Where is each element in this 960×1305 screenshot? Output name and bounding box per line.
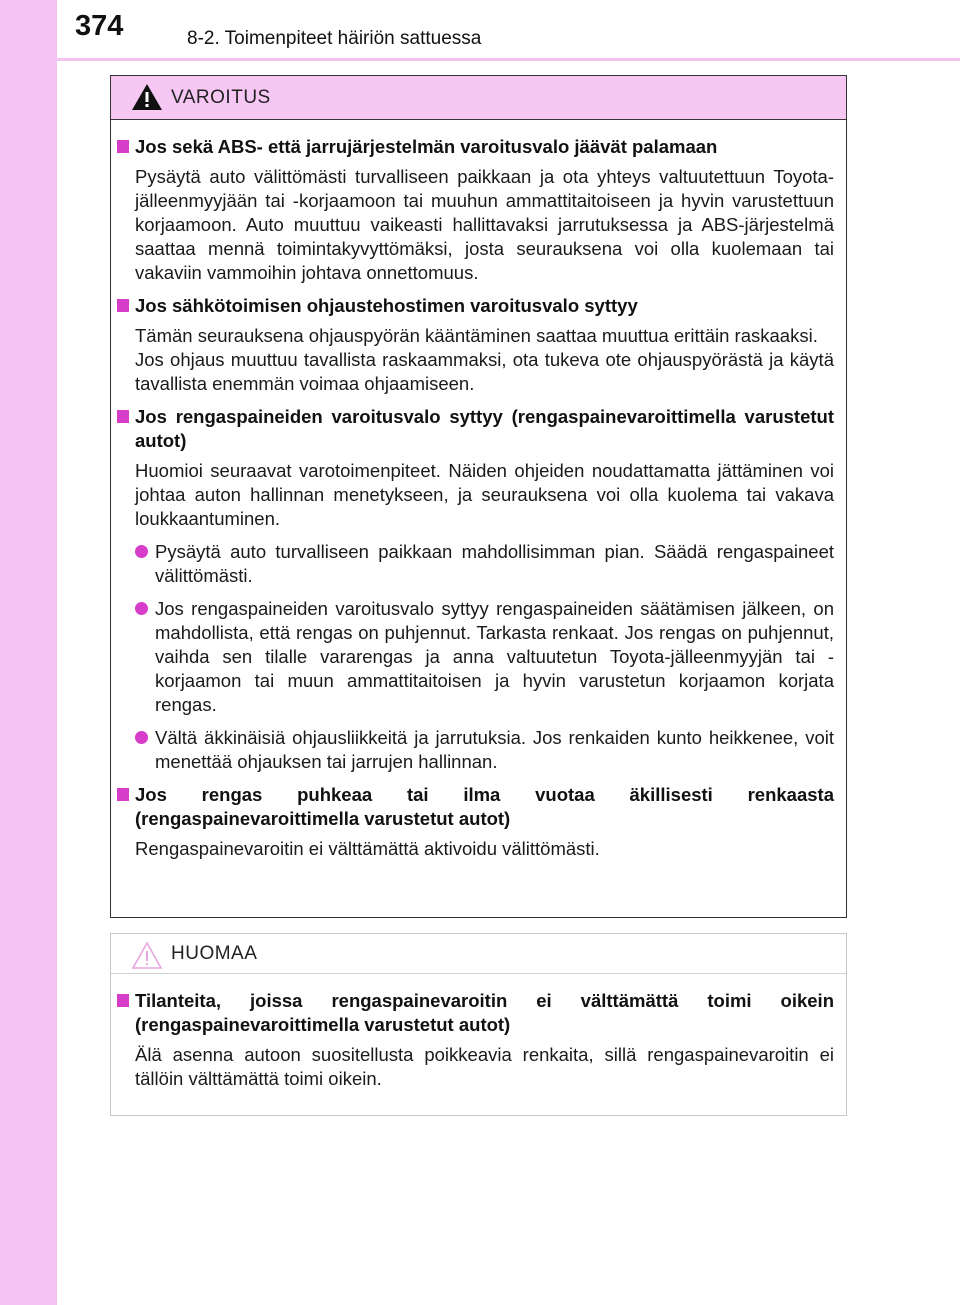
warning-body	[111, 120, 846, 861]
warning-item-paragraph: Tämän seurauksena ohjauspyörän kääntäminen saattaa muuttua erittäin raskaaksi.	[135, 325, 818, 346]
note-item	[111, 989, 846, 1091]
note-box	[110, 933, 847, 1116]
warning-item-paragraph: Huomioi seuraavat varotoimenpiteet. Näiden ohjeiden noudattamatta jättäminen voi johtaa auton hallinnan menetykseen, ja seurauksena voi olla kuolema tai vakava loukkaantuminen.	[135, 460, 834, 529]
square-bullet-icon	[117, 299, 129, 312]
warning-bullet-text: Jos rengaspaineiden varoitusvalo syttyy rengaspaineiden säätämisen jälkeen, on mahdollista, että rengas on puhjennut. Tarkasta renkaat. Jos rengas on puhjennut, vaihda sen tilalle vararengas ja anna valtuutetun Toyota-jälleenmyyjän tai -korjaamon tai muun ammattitaitoisen ja hyvin varustetun korjaamon korjata rengas.	[155, 598, 834, 715]
warning-item-title	[111, 135, 846, 159]
warning-item-paragraph: Jos ohjaus muuttuu tavallista raskaammaksi, ota tukeva ote ohjauspyörästä ja käytä tavallista enemmän voimaa ohjaamiseen.	[135, 349, 834, 394]
note-body	[111, 974, 846, 1091]
warning-item-paragraph: Pysäytä auto välittömästi turvalliseen paikkaan ja ota yhteys valtuutettuun Toyota-jälleenmyyjään tai -korjaamoon tai muuhun ammattitaitoiseen ja hyvin varustettuun korjaamoon. Auto muuttuu vaikeasti hallittavaksi jarrutuksessa ja ABS-järjestelmä saattaa mennä toimintakyvyttömäksi, josta seurauksena voi olla kuolemaan tai vakaviin vammoihin johtava onnettomuus.	[135, 166, 834, 283]
warning-item	[111, 135, 846, 285]
header-divider	[57, 58, 960, 61]
round-bullet-icon	[135, 602, 148, 615]
warning-item	[111, 294, 846, 396]
warning-item-title-text: Jos sähkötoimisen ohjaustehostimen varoitusvalo syttyy	[135, 295, 638, 316]
round-bullet-icon	[135, 545, 148, 558]
square-bullet-icon	[117, 788, 129, 801]
warning-bullet-item	[111, 540, 846, 588]
square-bullet-icon	[117, 994, 129, 1007]
note-label: HUOMAA	[171, 943, 258, 964]
warning-label: VAROITUS	[171, 87, 271, 108]
warning-box-header	[111, 76, 846, 120]
square-bullet-icon	[117, 140, 129, 153]
note-item-paragraph: Älä asenna autoon suositellusta poikkeavia renkaita, sillä rengaspainevaroitin ei tällöin välttämättä toimi oikein.	[135, 1044, 834, 1089]
page-header	[57, 0, 960, 62]
page-side-tab	[0, 0, 57, 1305]
warning-triangle-icon	[131, 82, 163, 112]
note-item-title-text: Tilanteita, joissa rengaspainevaroitin ei välttämättä toimi oikein (rengaspainevaroittimella varustetut autot)	[135, 990, 834, 1035]
warning-bullet-text: Vältä äkkinäisiä ohjausliikkeitä ja jarrutuksia. Jos renkaiden kunto heikkenee, voit menettää ohjauksen tai jarrujen hallinnan.	[155, 727, 834, 772]
warning-bullet-text: Pysäytä auto turvalliseen paikkaan mahdollisimman pian. Säädä rengaspaineet välittömästi.	[155, 541, 834, 586]
warning-item-paragraph: Rengaspainevaroitin ei välttämättä aktivoidu välittömästi.	[135, 838, 600, 859]
square-bullet-icon	[117, 410, 129, 423]
warning-item-title-text: Jos rengas puhkeaa tai ilma vuotaa äkillisesti renkaasta (rengaspainevaroittimella varustetut autot)	[135, 784, 834, 829]
warning-item	[111, 783, 846, 861]
warning-item	[111, 405, 846, 774]
page-number: 374	[75, 10, 124, 42]
warning-item-title-text: Jos sekä ABS- että jarrujärjestelmän varoitusvalo jäävät palamaan	[135, 136, 718, 157]
note-box-header	[111, 934, 846, 974]
warning-item-title	[111, 294, 846, 318]
note-item-title	[111, 989, 846, 1037]
round-bullet-icon	[135, 731, 148, 744]
warning-item-title	[111, 783, 846, 831]
warning-bullet-item	[111, 726, 846, 774]
caution-outline-triangle-icon	[131, 940, 163, 970]
warning-item-title-text: Jos rengaspaineiden varoitusvalo syttyy (rengaspainevaroittimella varustetut autot)	[135, 406, 834, 451]
warning-box	[110, 75, 847, 918]
section-title: 8-2. Toimenpiteet häiriön sattuessa	[187, 28, 482, 49]
warning-bullet-item	[111, 597, 846, 717]
warning-item-title	[111, 405, 846, 453]
